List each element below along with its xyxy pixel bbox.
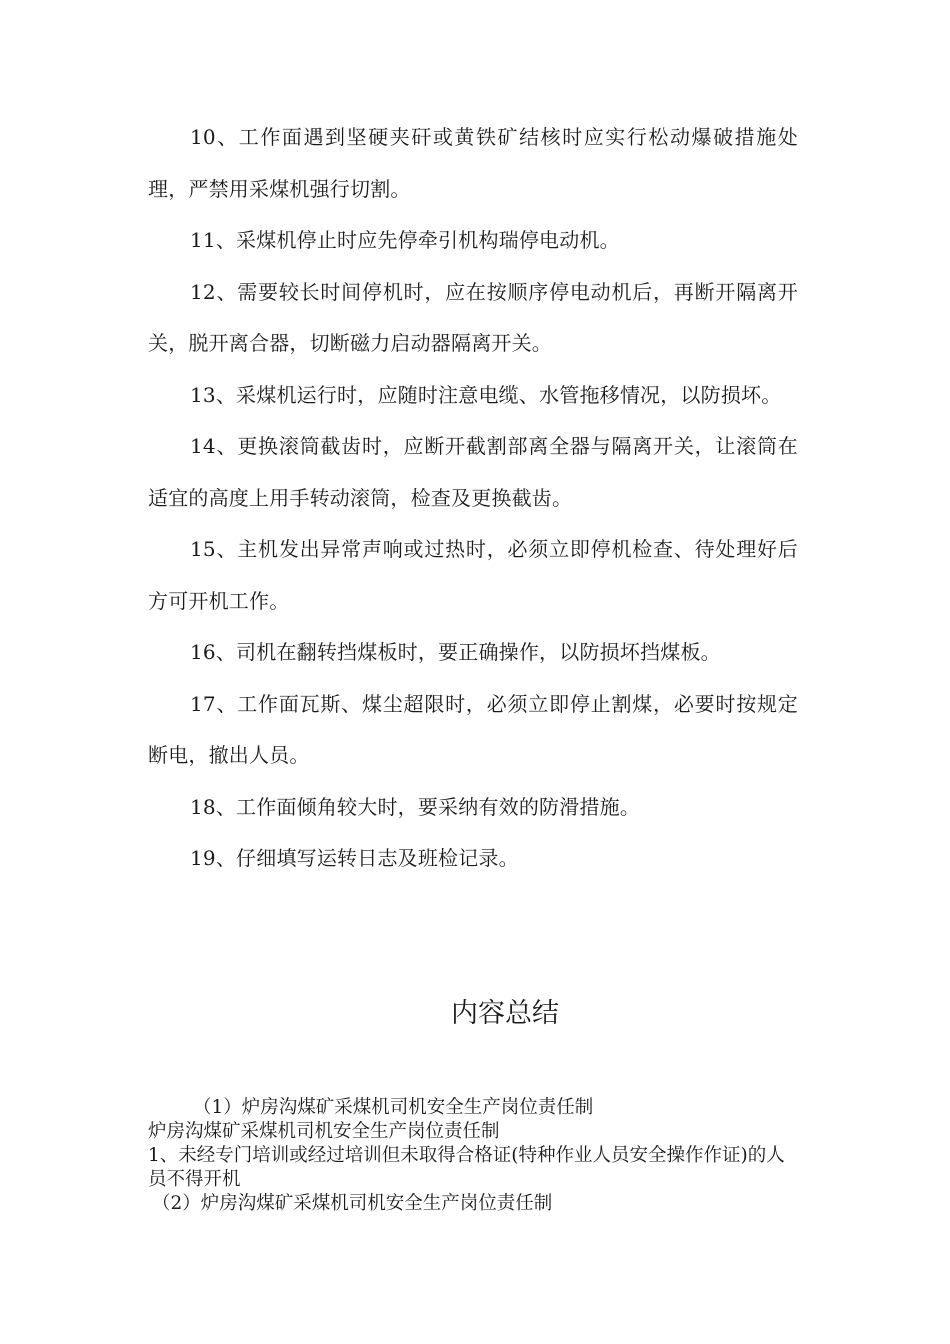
paragraph-19: 19、仔细填写运转日志及班检记录。 <box>190 846 519 870</box>
summary-item-2-heading: （2）炉房沟煤矿采煤机司机安全生产岗位责任制 <box>152 1193 553 1214</box>
paragraph-10: 10、工作面遇到坚硬夹矸或黄铁矿结核时应实行松动爆破措施处理，严禁用采煤机强行切割。 <box>148 125 798 201</box>
summary-item-1-line-1: 炉房沟煤矿采煤机司机安全生产岗位责任制 <box>148 1121 500 1142</box>
paragraph-16: 16、司机在翻转挡煤板时，要正确操作，以防损坏挡煤板。 <box>190 640 721 664</box>
paragraph-13: 13、采煤机运行时，应随时注意电缆、水管拖移情况，以防损坏。 <box>190 382 782 407</box>
paragraph-17: 17、工作面瓦斯、煤尘超限时，必须立即停止割煤，必要时按规定断电，撤出人员。 <box>148 691 798 767</box>
paragraph-11: 11、采煤机停止时应先停牵引机构瑞停电动机。 <box>190 228 620 252</box>
summary-section <box>148 1096 798 1216</box>
summary-item-1-heading: （1）炉房沟煤矿采煤机司机安全生产岗位责任制 <box>193 1097 594 1118</box>
paragraph-15: 15、主机发出异常声响或过热时，必须立即停机检查、待处理好后方可开机工作。 <box>148 537 798 613</box>
paragraph-14: 14、更换滚筒截齿时，应断开截割部离全器与隔离开关，让滚筒在适宜的高度上用手转动滚筒，检查及更换截齿。 <box>148 434 798 510</box>
summary-item-1-line-2: 1、未经专门培训或经过培训但未取得合格证(特种作业人员安全操作作证)的人员不得开机 <box>148 1145 785 1190</box>
summary-title: 内容总结 <box>451 998 559 1029</box>
document-body <box>148 112 798 885</box>
paragraph-18: 18、工作面倾角较大时，要采纳有效的防滑措施。 <box>190 794 641 819</box>
paragraph-12: 12、需要较长时间停机时，应在按顺序停电动机后，再断开隔离开关，脱开离合器，切断磁力启动器隔离开关。 <box>148 279 798 355</box>
